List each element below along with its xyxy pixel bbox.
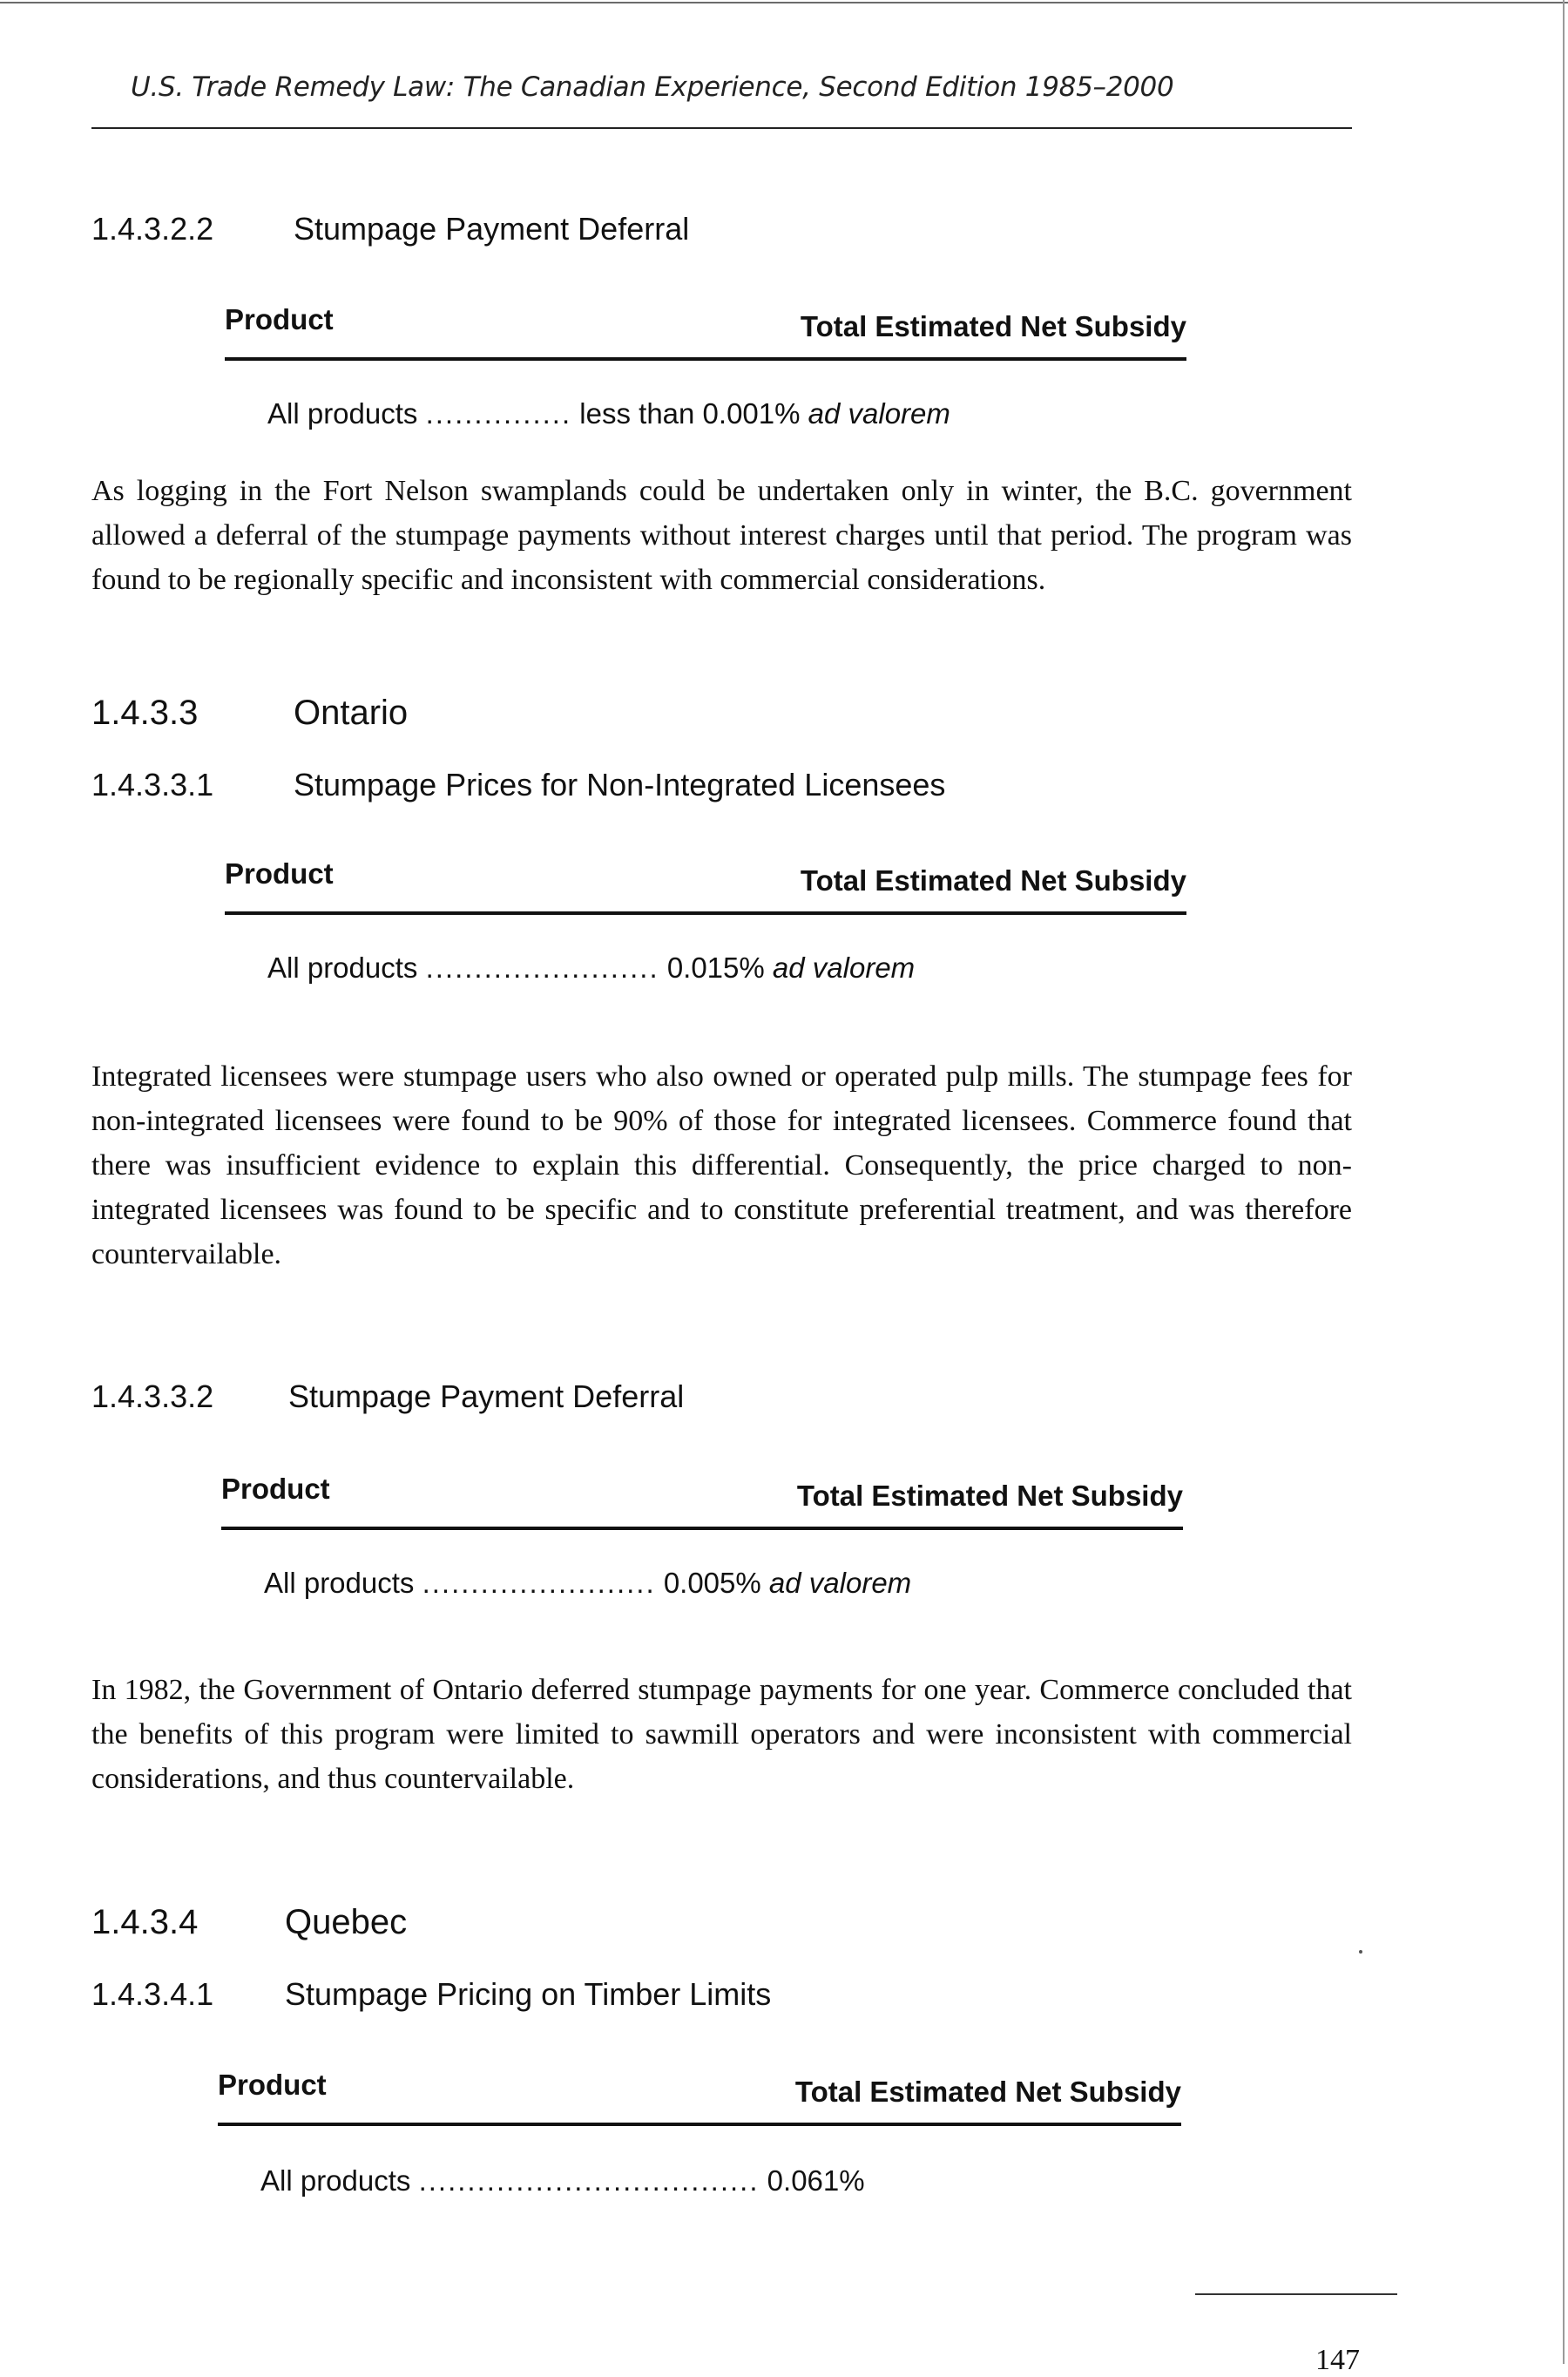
table-row-leader: ................................... xyxy=(418,2164,760,2197)
table-col-subsidy: Total Estimated Net Subsidy xyxy=(800,310,1186,342)
table-col-subsidy: Total Estimated Net Subsidy xyxy=(796,1480,1183,1512)
table-row xyxy=(267,951,915,985)
body-paragraph: In 1982, the Government of Ontario deferred stumpage payments for one year. Commerce concluded that the benefits of this program were limited to sawmill operators and were inconsistent with commercial considerations, and thus countervailable. xyxy=(91,1674,1352,1795)
table-col-product: Product xyxy=(221,1473,330,1505)
page-edge-top xyxy=(0,2,1568,3)
table-row-value: less than 0.001% xyxy=(579,397,801,430)
table-row xyxy=(264,1567,911,1600)
section-number: 1.4.3.3 xyxy=(91,694,199,732)
table-row-value: 0.005% xyxy=(663,1567,761,1599)
scan-speck xyxy=(1359,1950,1362,1954)
table-row-product: All products xyxy=(267,951,418,984)
table-row-value: 0.061% xyxy=(767,2164,865,2197)
section-title: Ontario xyxy=(294,694,409,732)
section-number: 1.4.3.4.1 xyxy=(91,1976,214,2012)
body-paragraph: Integrated licensees were stumpage users who also owned or operated pulp mills. The stumpage fees for non-integrated licensees were found to be 90% of those for integrated licensees. Commerce found that there was insufficient evidence to explain this differential. Consequently, the price charged to non-integrated licensees was found to be specific and to constitute preferential treatment, and was therefore countervailable. xyxy=(91,1060,1352,1270)
table-col-subsidy: Total Estimated Net Subsidy xyxy=(794,2076,1181,2108)
page-edge-right xyxy=(1563,0,1565,2364)
table-rule xyxy=(221,1527,1183,1530)
table-row-value: 0.015% xyxy=(666,951,765,984)
section-title: Stumpage Payment Deferral xyxy=(288,1378,685,1414)
section-title: Quebec xyxy=(285,1903,408,1941)
section-number: 1.4.3.3.2 xyxy=(91,1378,214,1414)
table-col-product: Product xyxy=(225,857,334,890)
running-head: U.S. Trade Remedy Law: The Canadian Experience, Second Edition 1985–2000 xyxy=(131,71,1174,103)
table-row-leader: ........................ xyxy=(422,1567,656,1599)
table-row-unit: ad valorem xyxy=(772,951,916,984)
section-number: 1.4.3.4 xyxy=(91,1903,199,1941)
section-title: Stumpage Payment Deferral xyxy=(294,211,690,247)
table-row-unit: ad valorem xyxy=(768,1567,912,1599)
table-col-product: Product xyxy=(218,2069,327,2101)
table-row-leader: ............... xyxy=(425,397,572,430)
page-number-rule xyxy=(1195,2293,1397,2295)
table-row-unit: ad valorem xyxy=(808,397,950,430)
section-title: Stumpage Pricing on Timber Limits xyxy=(285,1976,772,2012)
section-title: Stumpage Prices for Non-Integrated Licensees xyxy=(294,767,946,802)
table-col-subsidy: Total Estimated Net Subsidy xyxy=(800,864,1186,897)
table-row-product: All products xyxy=(264,1567,415,1599)
section-number: 1.4.3.2.2 xyxy=(91,211,214,247)
page-number: 147 xyxy=(1315,2344,1360,2376)
table-row xyxy=(267,397,950,430)
table-rule xyxy=(225,911,1186,915)
table-rule xyxy=(225,357,1186,361)
table-col-product: Product xyxy=(225,303,334,335)
table-row-product: All products xyxy=(260,2164,411,2197)
table-row-product: All products xyxy=(267,397,418,430)
running-head-rule xyxy=(91,127,1352,129)
table-row xyxy=(260,2164,865,2198)
table-rule xyxy=(218,2123,1181,2126)
body-paragraph: As logging in the Fort Nelson swamplands could be undertaken only in winter, the B.C. government allowed a deferral of the stumpage payments without interest charges until that period. The program was found to be regionally specific and inconsistent with commercial considerations. xyxy=(91,475,1352,596)
section-number: 1.4.3.3.1 xyxy=(91,767,214,802)
table-row-leader: ........................ xyxy=(425,951,659,984)
